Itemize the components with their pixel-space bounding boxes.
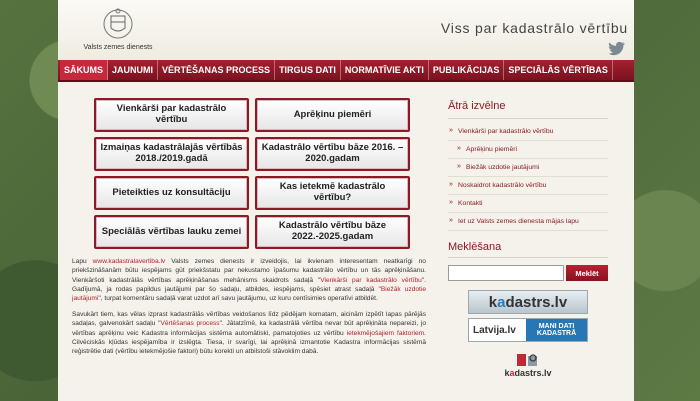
search-row [448, 264, 608, 282]
button-vienkarsi[interactable]: Vienkārši par kadastrālo vērtību [94, 98, 249, 132]
text: ". Gadījumā, ja rodas papildus jautājumi par šo sadaļu, atbildes, iespējams, spēsiet atrast sadaļā " [72, 276, 426, 294]
link-vienkarsi[interactable]: Vienkārši par kadastrālo vērtību [320, 276, 422, 284]
nav-item-jaunumi[interactable]: JAUNUMI [108, 60, 158, 80]
main-nav [58, 60, 634, 82]
button-konsultacija[interactable]: Pieteikties uz konsultāciju [94, 176, 249, 210]
search-button[interactable]: Meklēt [566, 265, 608, 281]
banner-text: a [497, 293, 506, 311]
sidebar-item-vienkarsi[interactable]: » Vienkārši par kadastrālo vērtību [448, 123, 608, 141]
banner-latvija-text: Latvija.lv [473, 324, 516, 336]
nav-item-publikacijas[interactable]: PUBLIKĀCIJAS [429, 60, 505, 80]
sidebar-item-noskaidrot[interactable]: » Noskaidrot kadastrālo vērtību [448, 177, 608, 195]
sidebar-item-aprekinu-piemeri[interactable]: » Aprēķinu piemēri [448, 141, 608, 159]
banner-text: k [488, 293, 498, 311]
text: ". Jātatzīmē, ka kadastrālā vērtība nevar būt aprēķināta nepareizi, jo vērtības aprēķinu veic Kadastra informācijas sistēma automātiski, pamatojoties uz vērtību [72, 320, 427, 337]
site-title: Viss par kadastrālo vērtību [440, 20, 628, 36]
quick-buttons [94, 98, 426, 249]
twitter-icon[interactable] [608, 42, 626, 56]
kadastrs-logo-icon [515, 352, 541, 368]
nav-item-specialas-vertibas[interactable]: SPECIĀLĀS VĒRTĪBAS [504, 60, 613, 80]
button-izmainas-2018-2019[interactable]: Izmaiņas kadastrālajās vērtībās 2018./2019.gadā [94, 137, 249, 171]
nav-item-sakums[interactable]: SĀKUMS [60, 60, 108, 80]
link-kadastralavertiba[interactable]: www.kadastralavertiba.lv [92, 258, 166, 265]
banner-text: k [504, 368, 510, 378]
sidebar-item-vzd-majas-lapa[interactable]: » Iet uz Valsts zemes dienesta mājas lapu [448, 213, 608, 231]
text: . Cilvēciskās kļūdas iespējamība ir izslēgta. Tiesa, ir svarīgi, lai aprēķinā izmantotie Kadastra informācijas sistēmā reģistrētie dati (vērtību ietekmējošie faktori) būtu korekti un atbilstoši stāvoklim dabā. [72, 329, 426, 356]
content [58, 98, 634, 382]
main-column [72, 98, 436, 382]
nav-item-normativie-akti[interactable]: NORMATĪVIE AKTI [341, 60, 429, 80]
page [58, 0, 634, 401]
banner-kadastrs-small[interactable] [468, 348, 588, 382]
link-ietekmejosie-faktori[interactable]: ietekmējošajiem faktoriem [346, 329, 425, 337]
banner-mani-dati-text: MANI DATI KADASTRĀ [526, 319, 587, 341]
sidebar-item-kontakti[interactable]: » Kontakti [448, 195, 608, 213]
banner-text: a [509, 368, 515, 378]
banner-latvija-mani-dati[interactable] [468, 318, 588, 342]
sidebar [448, 98, 608, 382]
nav-item-tirgus-dati[interactable]: TIRGUS DATI [275, 60, 341, 80]
logo-text: Valsts zemes dienests [83, 44, 153, 51]
text: Lapu [72, 258, 93, 265]
banner-kadastrs[interactable] [468, 290, 588, 314]
banner-text: dastrs.lv [514, 368, 552, 378]
button-aprekinu-piemeri[interactable]: Aprēķinu piemēri [255, 98, 410, 132]
text: Valsts zemes dienests ir izveidojis, lai ikvienam interesentam neatkarīgi no priekšzināšanām būtu iespējams gūt priekšstatu par nekustamo īpašumu kadastrālo vērtību un tās aprēķināšanu. Vienkāršoti kadastrālās vērtības aprēķināšanas mehānisms skaidrots sadaļā " [72, 258, 426, 284]
button-baze-2022-2025[interactable]: Kadastrālo vērtību bāze 2022.-2025.gadam [255, 215, 410, 249]
quick-menu-title: Ātrā izvēlne [448, 98, 608, 119]
logo[interactable] [78, 6, 158, 56]
link-vertesanas-process[interactable]: Vērtēšanas process [160, 320, 220, 328]
button-specialas-vertibas[interactable]: Speciālās vērtības lauku zemei [94, 215, 249, 249]
nav-item-vertesanas-process[interactable]: VĒRTĒŠANAS PROCESS [158, 60, 275, 80]
link-biezak-jautajumi[interactable]: Biežāk uzdotie jautājumi [72, 286, 426, 303]
second-paragraph [72, 310, 426, 357]
coat-of-arms-icon [101, 6, 135, 42]
button-baze-2016-2020[interactable]: Kadastrālo vērtību bāze 2016. – 2020.gadam [255, 137, 410, 171]
header [58, 0, 634, 60]
text: ", turpat komentāru sadaļā varat uzdot arī savu jautājumu, uz kuru centīsimies operatīvi atbildēt. [98, 295, 378, 303]
search-input[interactable] [448, 265, 564, 281]
intro-paragraph [72, 257, 426, 304]
text: Savukārt tiem, kas vēlas izprast kadastrālās vērtības veidošanos līdz pēdējam komatam, aicinām izpētīt lapas pārējās sadaļas, galvenokārt sadaļu " [72, 310, 426, 328]
button-kas-ietekme[interactable]: Kas ietekmē kadastrālo vērtību? [255, 176, 410, 210]
search-title: Meklēšana [448, 241, 608, 258]
banner-kadastrs-small-text [504, 368, 551, 378]
banner-text: dastrs.lv [505, 293, 568, 311]
sidebar-item-biezak-jautajumi[interactable]: » Biežāk uzdotie jautājumi [448, 159, 608, 177]
